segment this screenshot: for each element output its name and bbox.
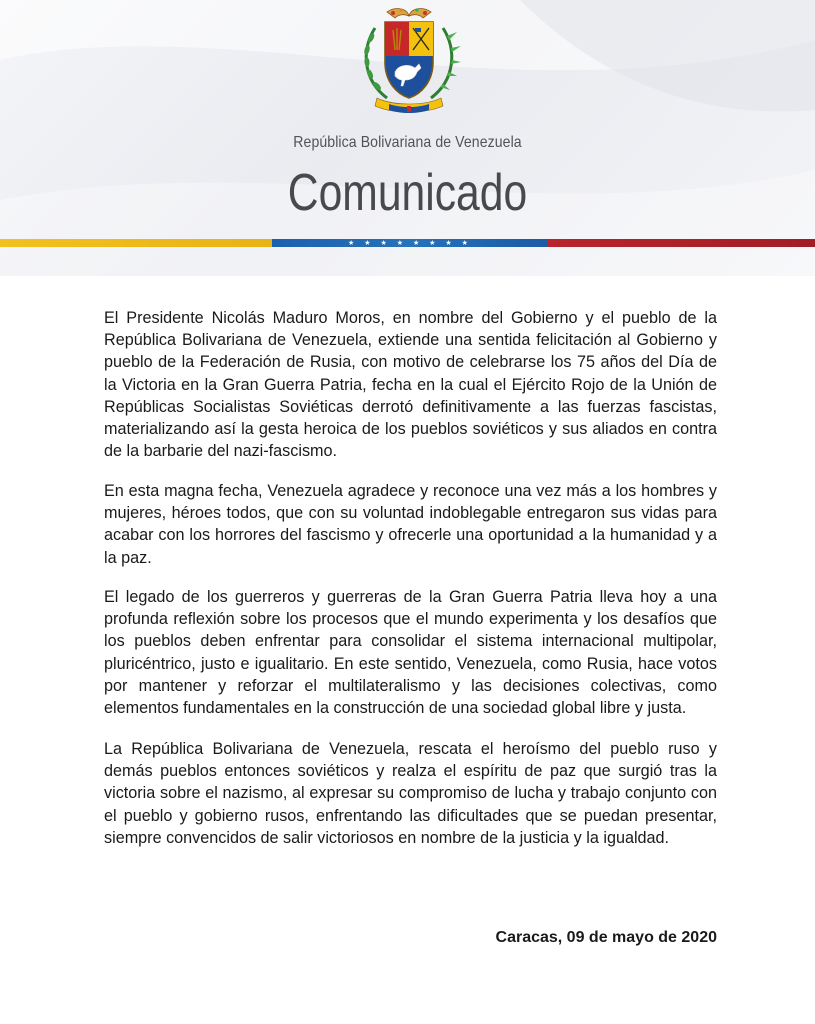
star-icon: ★ — [364, 239, 371, 247]
country-name: República Bolivariana de Venezuela — [293, 134, 522, 151]
flag-yellow-stripe — [0, 239, 272, 247]
letterhead — [0, 0, 815, 276]
body-paragraph-1: El Presidente Nicolás Maduro Moros, en nombre del Gobierno y el pueblo de la República Bolivariana de Venezuela, extiende una sentida felicitación al Gobierno y pueblo de la Federación de Rusia, con motivo de celebrarse los 75 años del Día de la Victoria en la Gran Guerra Patria, fecha en la cual el Ejército Rojo de la Unión de Repúblicas Socialistas Soviéticas derrotó definitivamente a las fuerzas fascistas, materializando así la gesta heroica de los pueblos soviéticos y sus aliados en contra de la barbarie del nazi-fascismo. — [104, 309, 717, 461]
body-paragraph-3: El legado de los guerreros y guerreras de la Gran Guerra Patria lleva hoy a una profunda reflexión sobre los procesos que el mundo experimenta y los desafíos que los pueblos deben enfrentar para consolidar el sistema internacional multipolar, pluricéntrico, justo e igualitario. En este sentido, Venezuela, como Rusia, hace votos por mantener y reforzar el multilateralismo y las decisiones colectivas, como elementos fundamentales en la construcción de una sociedad global libre y justa. — [104, 588, 717, 718]
star-icon: ★ — [396, 239, 403, 247]
star-icon: ★ — [348, 239, 355, 247]
flag-red-stripe — [548, 239, 815, 247]
flag-stars — [348, 238, 468, 248]
place-and-date: Caracas, 09 de mayo de 2020 — [495, 929, 717, 946]
star-icon: ★ — [461, 239, 468, 247]
venezuela-coat-of-arms-icon — [357, 6, 461, 116]
body-paragraph-4: La República Bolivariana de Venezuela, rescata el heroísmo del pueblo ruso y demás pueblos entonces soviéticos y realza el espíritu de paz que surgió tras la victoria sobre el nazismo, al expresar su compromiso de lucha y trabajo conjunto con el pueblo y gobierno rusos, enfrentando las dificultades que se puedan presentar, siempre convencidos de salir victoriosos en nombre de la justicia y la igualdad. — [104, 740, 717, 847]
document-title: Comunicado — [287, 164, 528, 222]
star-icon: ★ — [412, 239, 420, 247]
star-icon: ★ — [429, 239, 436, 247]
star-icon: ★ — [380, 239, 387, 247]
star-icon: ★ — [445, 239, 452, 247]
body-paragraph-2: En esta magna fecha, Venezuela agradece y reconoce una vez más a los hombres y mujeres, héroes todos, que con su voluntad indoblegable entregaron sus vidas para acabar con los horrores del fascismo y ofrecerle una oportunidad a la humanidad y a la paz. — [104, 482, 717, 567]
